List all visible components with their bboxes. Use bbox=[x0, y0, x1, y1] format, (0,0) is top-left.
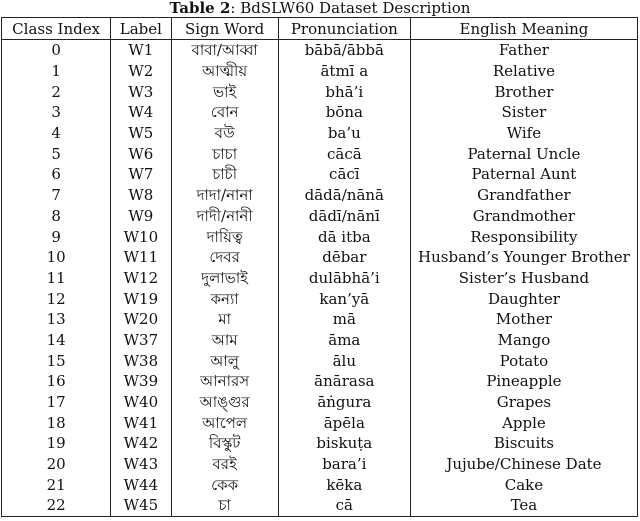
cell-english-meaning: Cake bbox=[410, 474, 637, 495]
header-class-index: Class Index bbox=[2, 18, 111, 40]
cell-sign-word: আলু bbox=[171, 350, 278, 371]
cell-english-meaning: Potato bbox=[410, 350, 637, 371]
table-row bbox=[2, 350, 638, 371]
cell-class-index: 2 bbox=[2, 81, 111, 102]
cell-sign-word: আনারস bbox=[171, 371, 278, 392]
cell-pronunciation: āma bbox=[278, 330, 410, 351]
table-row bbox=[2, 288, 638, 309]
cell-pronunciation: mā bbox=[278, 309, 410, 330]
cell-sign-word: বোন bbox=[171, 102, 278, 123]
cell-english-meaning: Mother bbox=[410, 309, 637, 330]
cell-english-meaning: Sister’s Husband bbox=[410, 268, 637, 289]
table-caption-label: Table 2 bbox=[169, 0, 231, 17]
cell-class-index: 6 bbox=[2, 164, 111, 185]
table-row bbox=[2, 206, 638, 227]
cell-label: W45 bbox=[111, 495, 171, 516]
table-row bbox=[2, 164, 638, 185]
header-english-meaning: English Meaning bbox=[410, 18, 637, 40]
cell-english-meaning: Grandfather bbox=[410, 185, 637, 206]
table-row bbox=[2, 247, 638, 268]
cell-label: W12 bbox=[111, 268, 171, 289]
cell-english-meaning: Apple bbox=[410, 412, 637, 433]
cell-class-index: 4 bbox=[2, 123, 111, 144]
cell-class-index: 13 bbox=[2, 309, 111, 330]
table-caption-text: : BdSLW60 Dataset Description bbox=[230, 0, 471, 17]
cell-english-meaning: Mango bbox=[410, 330, 637, 351]
cell-label: W19 bbox=[111, 288, 171, 309]
table-row bbox=[2, 268, 638, 289]
cell-label: W3 bbox=[111, 81, 171, 102]
table-row bbox=[2, 330, 638, 351]
cell-label: W2 bbox=[111, 61, 171, 82]
cell-pronunciation: biskuṭa bbox=[278, 433, 410, 454]
cell-pronunciation: dā itba bbox=[278, 226, 410, 247]
table-row bbox=[2, 123, 638, 144]
table-row bbox=[2, 495, 638, 516]
cell-sign-word: ভাই bbox=[171, 81, 278, 102]
cell-pronunciation: cā bbox=[278, 495, 410, 516]
cell-class-index: 9 bbox=[2, 226, 111, 247]
cell-class-index: 8 bbox=[2, 206, 111, 227]
cell-sign-word: বউ bbox=[171, 123, 278, 144]
cell-pronunciation: āṅgura bbox=[278, 392, 410, 413]
cell-sign-word: কেক bbox=[171, 474, 278, 495]
cell-label: W38 bbox=[111, 350, 171, 371]
cell-label: W43 bbox=[111, 454, 171, 475]
cell-pronunciation: cācā bbox=[278, 143, 410, 164]
cell-english-meaning: Biscuits bbox=[410, 433, 637, 454]
header-label: Label bbox=[111, 18, 171, 40]
cell-label: W8 bbox=[111, 185, 171, 206]
cell-english-meaning: Tea bbox=[410, 495, 637, 516]
cell-english-meaning: Paternal Aunt bbox=[410, 164, 637, 185]
table-row bbox=[2, 102, 638, 123]
cell-label: W37 bbox=[111, 330, 171, 351]
cell-label: W40 bbox=[111, 392, 171, 413]
table-row bbox=[2, 412, 638, 433]
cell-pronunciation: kan’yā bbox=[278, 288, 410, 309]
cell-english-meaning: Grapes bbox=[410, 392, 637, 413]
cell-class-index: 5 bbox=[2, 143, 111, 164]
cell-pronunciation: dulābhā’i bbox=[278, 268, 410, 289]
cell-sign-word: চা bbox=[171, 495, 278, 516]
cell-sign-word: কন্যা bbox=[171, 288, 278, 309]
cell-english-meaning: Jujube/Chinese Date bbox=[410, 454, 637, 475]
cell-class-index: 18 bbox=[2, 412, 111, 433]
table-row bbox=[2, 392, 638, 413]
table-row bbox=[2, 226, 638, 247]
cell-label: W6 bbox=[111, 143, 171, 164]
cell-class-index: 21 bbox=[2, 474, 111, 495]
cell-sign-word: বাবা/আব্বা bbox=[171, 40, 278, 61]
cell-pronunciation: ātmī a bbox=[278, 61, 410, 82]
cell-class-index: 17 bbox=[2, 392, 111, 413]
cell-english-meaning: Daughter bbox=[410, 288, 637, 309]
cell-label: W1 bbox=[111, 40, 171, 61]
cell-class-index: 16 bbox=[2, 371, 111, 392]
cell-sign-word: দাদী/নানী bbox=[171, 206, 278, 227]
cell-sign-word: দায়িত্ব bbox=[171, 226, 278, 247]
cell-class-index: 10 bbox=[2, 247, 111, 268]
cell-pronunciation: ālu bbox=[278, 350, 410, 371]
cell-english-meaning: Sister bbox=[410, 102, 637, 123]
table-row bbox=[2, 474, 638, 495]
cell-sign-word: চাচা bbox=[171, 143, 278, 164]
cell-pronunciation: bōna bbox=[278, 102, 410, 123]
cell-class-index: 14 bbox=[2, 330, 111, 351]
cell-class-index: 20 bbox=[2, 454, 111, 475]
cell-label: W42 bbox=[111, 433, 171, 454]
cell-label: W39 bbox=[111, 371, 171, 392]
cell-english-meaning: Husband’s Younger Brother bbox=[410, 247, 637, 268]
cell-pronunciation: ānārasa bbox=[278, 371, 410, 392]
cell-sign-word: দুলাভাই bbox=[171, 268, 278, 289]
table-body bbox=[2, 40, 638, 517]
cell-pronunciation: bara’i bbox=[278, 454, 410, 475]
cell-label: W9 bbox=[111, 206, 171, 227]
cell-english-meaning: Relative bbox=[410, 61, 637, 82]
table-row bbox=[2, 61, 638, 82]
table-row bbox=[2, 185, 638, 206]
cell-class-index: 19 bbox=[2, 433, 111, 454]
cell-label: W20 bbox=[111, 309, 171, 330]
cell-sign-word: চাচী bbox=[171, 164, 278, 185]
table-row bbox=[2, 143, 638, 164]
cell-class-index: 7 bbox=[2, 185, 111, 206]
cell-label: W5 bbox=[111, 123, 171, 144]
header-sign-word: Sign Word bbox=[171, 18, 278, 40]
table-row bbox=[2, 40, 638, 61]
cell-class-index: 0 bbox=[2, 40, 111, 61]
cell-sign-word: দাদা/নানা bbox=[171, 185, 278, 206]
cell-class-index: 1 bbox=[2, 61, 111, 82]
cell-label: W4 bbox=[111, 102, 171, 123]
cell-english-meaning: Paternal Uncle bbox=[410, 143, 637, 164]
table-caption bbox=[0, 0, 640, 17]
cell-label: W7 bbox=[111, 164, 171, 185]
table-row bbox=[2, 433, 638, 454]
cell-label: W10 bbox=[111, 226, 171, 247]
cell-pronunciation: cācī bbox=[278, 164, 410, 185]
cell-label: W41 bbox=[111, 412, 171, 433]
cell-pronunciation: dēbar bbox=[278, 247, 410, 268]
table-row bbox=[2, 454, 638, 475]
cell-pronunciation: ba’u bbox=[278, 123, 410, 144]
cell-pronunciation: bhā’i bbox=[278, 81, 410, 102]
cell-class-index: 11 bbox=[2, 268, 111, 289]
cell-class-index: 3 bbox=[2, 102, 111, 123]
cell-pronunciation: dādī/nānī bbox=[278, 206, 410, 227]
cell-english-meaning: Pineapple bbox=[410, 371, 637, 392]
header-pronunciation: Pronunciation bbox=[278, 18, 410, 40]
cell-pronunciation: bābā/ābbā bbox=[278, 40, 410, 61]
cell-sign-word: আঙ্গুর bbox=[171, 392, 278, 413]
cell-sign-word: দেবর bbox=[171, 247, 278, 268]
cell-sign-word: আম bbox=[171, 330, 278, 351]
cell-sign-word: আত্মীয় bbox=[171, 61, 278, 82]
cell-class-index: 12 bbox=[2, 288, 111, 309]
cell-pronunciation: dādā/nānā bbox=[278, 185, 410, 206]
cell-label: W44 bbox=[111, 474, 171, 495]
cell-class-index: 15 bbox=[2, 350, 111, 371]
table-header-row bbox=[2, 18, 638, 40]
cell-class-index: 22 bbox=[2, 495, 111, 516]
cell-english-meaning: Grandmother bbox=[410, 206, 637, 227]
table-row bbox=[2, 81, 638, 102]
cell-pronunciation: kēka bbox=[278, 474, 410, 495]
cell-sign-word: বিস্কুট bbox=[171, 433, 278, 454]
cell-sign-word: মা bbox=[171, 309, 278, 330]
table-row bbox=[2, 309, 638, 330]
table-row bbox=[2, 371, 638, 392]
cell-english-meaning: Brother bbox=[410, 81, 637, 102]
cell-english-meaning: Responsibility bbox=[410, 226, 637, 247]
cell-label: W11 bbox=[111, 247, 171, 268]
dataset-table bbox=[1, 17, 638, 517]
cell-english-meaning: Wife bbox=[410, 123, 637, 144]
cell-english-meaning: Father bbox=[410, 40, 637, 61]
cell-sign-word: আপেল bbox=[171, 412, 278, 433]
cell-sign-word: বরই bbox=[171, 454, 278, 475]
cell-pronunciation: āpēla bbox=[278, 412, 410, 433]
